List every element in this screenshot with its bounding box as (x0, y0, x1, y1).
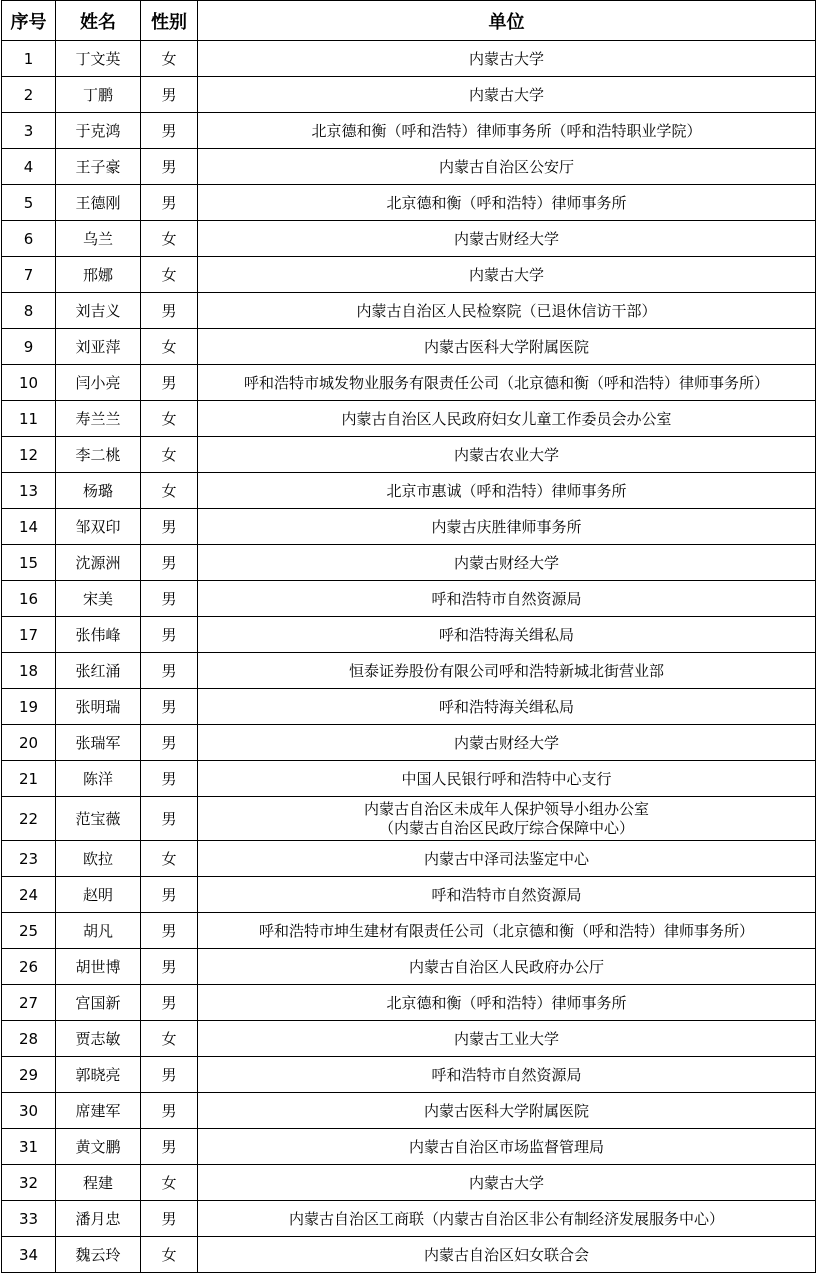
row-gender-cell: 男 (141, 653, 198, 689)
row-unit-cell: 内蒙古农业大学 (198, 437, 816, 473)
row-name-cell: 黄文鹏 (56, 1129, 141, 1165)
row-name-cell: 宋美 (56, 581, 141, 617)
row-index-cell: 26 (2, 949, 56, 985)
row-name-cell: 乌兰 (56, 221, 141, 257)
row-unit-cell: 呼和浩特海关缉私局 (198, 617, 816, 653)
row-index-cell: 18 (2, 653, 56, 689)
row-gender-cell: 女 (141, 841, 198, 877)
row-index-cell: 33 (2, 1201, 56, 1237)
row-gender-cell: 男 (141, 509, 198, 545)
row-name-cell: 欧拉 (56, 841, 141, 877)
row-name-cell: 赵明 (56, 877, 141, 913)
row-gender-cell: 男 (141, 1129, 198, 1165)
row-unit-cell: 呼和浩特市自然资源局 (198, 1057, 816, 1093)
row-gender-cell: 男 (141, 761, 198, 797)
row-index-cell: 28 (2, 1021, 56, 1057)
row-name-cell: 范宝薇 (56, 797, 141, 841)
row-unit-line: 内蒙古自治区未成年人保护领导小组办公室 (363, 799, 649, 818)
row-gender-cell: 女 (141, 1237, 198, 1273)
row-name-cell: 邢娜 (56, 257, 141, 293)
row-gender-cell: 女 (141, 41, 198, 77)
table-row (2, 913, 816, 949)
row-gender-cell: 男 (141, 185, 198, 221)
table-row (2, 689, 816, 725)
row-index-cell: 17 (2, 617, 56, 653)
row-index-cell: 2 (2, 77, 56, 113)
table-row (2, 185, 816, 221)
row-gender-cell: 男 (141, 1201, 198, 1237)
row-index-cell: 34 (2, 1237, 56, 1273)
table-row (2, 149, 816, 185)
table-row (2, 437, 816, 473)
row-name-cell: 程建 (56, 1165, 141, 1201)
row-unit-cell: 内蒙古财经大学 (198, 725, 816, 761)
table-row (2, 509, 816, 545)
row-unit-cell: 内蒙古大学 (198, 41, 816, 77)
row-unit-cell: 内蒙古自治区公安厅 (198, 149, 816, 185)
row-index-cell: 14 (2, 509, 56, 545)
row-index-cell: 5 (2, 185, 56, 221)
row-unit-cell: 内蒙古财经大学 (198, 221, 816, 257)
row-unit-cell: 中国人民银行呼和浩特中心支行 (198, 761, 816, 797)
table-row (2, 473, 816, 509)
row-name-cell: 沈源洲 (56, 545, 141, 581)
row-unit-cell: 内蒙古自治区工商联（内蒙古自治区非公有制经济发展服务中心） (198, 1201, 816, 1237)
row-name-cell: 刘亚萍 (56, 329, 141, 365)
table-row (2, 1093, 816, 1129)
table-row (2, 949, 816, 985)
row-gender-cell: 男 (141, 545, 198, 581)
row-gender-cell: 男 (141, 113, 198, 149)
row-name-cell: 丁文英 (56, 41, 141, 77)
row-index-cell: 4 (2, 149, 56, 185)
row-gender-cell: 男 (141, 77, 198, 113)
row-unit-cell: 内蒙古自治区人民政府妇女儿童工作委员会办公室 (198, 401, 816, 437)
row-index-cell: 16 (2, 581, 56, 617)
row-unit-cell: 北京德和衡（呼和浩特）律师事务所 (198, 985, 816, 1021)
row-index-cell: 30 (2, 1093, 56, 1129)
row-gender-cell: 女 (141, 401, 198, 437)
row-index-cell: 24 (2, 877, 56, 913)
row-name-cell: 于克鸿 (56, 113, 141, 149)
row-gender-cell: 男 (141, 949, 198, 985)
row-unit-cell: 呼和浩特市自然资源局 (198, 877, 816, 913)
table-row (2, 761, 816, 797)
row-index-cell: 27 (2, 985, 56, 1021)
row-gender-cell: 男 (141, 725, 198, 761)
row-index-cell: 22 (2, 797, 56, 841)
table-row (2, 1057, 816, 1093)
row-name-cell: 杨璐 (56, 473, 141, 509)
row-gender-cell: 男 (141, 1093, 198, 1129)
row-unit-cell: 内蒙古庆胜律师事务所 (198, 509, 816, 545)
header-row (2, 1, 816, 41)
row-index-cell: 6 (2, 221, 56, 257)
table-row (2, 581, 816, 617)
row-gender-cell: 男 (141, 689, 198, 725)
row-name-cell: 潘月忠 (56, 1201, 141, 1237)
row-gender-cell: 男 (141, 293, 198, 329)
row-gender-cell: 女 (141, 329, 198, 365)
row-name-cell: 郭晓亮 (56, 1057, 141, 1093)
row-unit-cell: 内蒙古中泽司法鉴定中心 (198, 841, 816, 877)
row-name-cell: 魏云玲 (56, 1237, 141, 1273)
row-unit-cell: 内蒙古财经大学 (198, 545, 816, 581)
table-row (2, 401, 816, 437)
row-unit-cell: 内蒙古自治区人民检察院（已退休信访干部） (198, 293, 816, 329)
row-gender-cell: 男 (141, 877, 198, 913)
table-row (2, 113, 816, 149)
row-index-cell: 13 (2, 473, 56, 509)
row-index-cell: 25 (2, 913, 56, 949)
table-row (2, 985, 816, 1021)
row-unit-cell: 北京市惠诚（呼和浩特）律师事务所 (198, 473, 816, 509)
row-unit-cell: 呼和浩特市坤生建材有限责任公司（北京德和衡（呼和浩特）律师事务所） (198, 913, 816, 949)
row-index-cell: 12 (2, 437, 56, 473)
row-index-cell: 29 (2, 1057, 56, 1093)
table-row (2, 877, 816, 913)
row-name-cell: 张瑞军 (56, 725, 141, 761)
row-gender-cell: 男 (141, 617, 198, 653)
row-gender-cell: 男 (141, 1057, 198, 1093)
table-row (2, 1165, 816, 1201)
header-name: 姓名 (56, 1, 141, 41)
row-index-cell: 9 (2, 329, 56, 365)
table-row (2, 329, 816, 365)
row-name-cell: 李二桃 (56, 437, 141, 473)
row-index-cell: 20 (2, 725, 56, 761)
row-name-cell: 丁鹏 (56, 77, 141, 113)
row-name-cell: 寿兰兰 (56, 401, 141, 437)
row-name-cell: 闫小亮 (56, 365, 141, 401)
header-index: 序号 (2, 1, 56, 41)
table-row (2, 653, 816, 689)
row-index-cell: 10 (2, 365, 56, 401)
row-name-cell: 邹双印 (56, 509, 141, 545)
row-index-cell: 8 (2, 293, 56, 329)
row-unit-cell: 内蒙古医科大学附属医院 (198, 329, 816, 365)
row-gender-cell: 女 (141, 1165, 198, 1201)
row-unit-cell: 呼和浩特市自然资源局 (198, 581, 816, 617)
row-unit-cell: 北京德和衡（呼和浩特）律师事务所 (198, 185, 816, 221)
table-row (2, 797, 816, 841)
row-gender-cell: 男 (141, 365, 198, 401)
table-row (2, 293, 816, 329)
row-unit-line: （内蒙古自治区民政厅综合保障中心） (378, 818, 634, 837)
row-gender-cell: 女 (141, 1021, 198, 1057)
row-unit-cell: 内蒙古自治区妇女联合会 (198, 1237, 816, 1273)
row-unit-cell: 内蒙古医科大学附属医院 (198, 1093, 816, 1129)
table-row (2, 617, 816, 653)
header-gender: 性别 (141, 1, 198, 41)
row-name-cell: 贾志敏 (56, 1021, 141, 1057)
row-index-cell: 32 (2, 1165, 56, 1201)
row-index-cell: 23 (2, 841, 56, 877)
table-row (2, 1237, 816, 1273)
table-row (2, 1129, 816, 1165)
row-index-cell: 1 (2, 41, 56, 77)
table-row (2, 77, 816, 113)
row-gender-cell: 男 (141, 985, 198, 1021)
row-name-cell: 张红涌 (56, 653, 141, 689)
row-name-cell: 刘吉义 (56, 293, 141, 329)
row-index-cell: 15 (2, 545, 56, 581)
table-row (2, 725, 816, 761)
table-body (2, 41, 816, 1273)
row-name-cell: 王子豪 (56, 149, 141, 185)
row-index-cell: 31 (2, 1129, 56, 1165)
row-name-cell: 张伟峰 (56, 617, 141, 653)
row-gender-cell: 女 (141, 221, 198, 257)
row-name-cell: 王德刚 (56, 185, 141, 221)
table-row (2, 1021, 816, 1057)
row-gender-cell: 女 (141, 437, 198, 473)
row-gender-cell: 女 (141, 257, 198, 293)
row-index-cell: 21 (2, 761, 56, 797)
row-unit-cell: 内蒙古自治区市场监督管理局 (198, 1129, 816, 1165)
row-unit-cell: 内蒙古大学 (198, 77, 816, 113)
header-unit: 单位 (198, 1, 816, 41)
row-unit-cell: 呼和浩特海关缉私局 (198, 689, 816, 725)
row-gender-cell: 男 (141, 581, 198, 617)
row-name-cell: 张明瑞 (56, 689, 141, 725)
row-unit-cell: 呼和浩特市城发物业服务有限责任公司（北京德和衡（呼和浩特）律师事务所） (198, 365, 816, 401)
table-row (2, 841, 816, 877)
table-row (2, 545, 816, 581)
row-unit-cell: 内蒙古大学 (198, 257, 816, 293)
row-gender-cell: 女 (141, 473, 198, 509)
row-index-cell: 11 (2, 401, 56, 437)
row-name-cell: 胡凡 (56, 913, 141, 949)
row-name-cell: 陈洋 (56, 761, 141, 797)
row-name-cell: 席建军 (56, 1093, 141, 1129)
row-gender-cell: 男 (141, 913, 198, 949)
row-unit-cell: 内蒙古大学 (198, 1165, 816, 1201)
table-row (2, 257, 816, 293)
table-row (2, 1201, 816, 1237)
row-index-cell: 3 (2, 113, 56, 149)
row-index-cell: 19 (2, 689, 56, 725)
row-unit-cell: 恒泰证券股份有限公司呼和浩特新城北街营业部 (198, 653, 816, 689)
row-unit-cell (198, 797, 816, 841)
row-gender-cell: 男 (141, 797, 198, 841)
row-name-cell: 宫国新 (56, 985, 141, 1021)
table-row (2, 41, 816, 77)
table-row (2, 221, 816, 257)
row-unit-cell: 北京德和衡（呼和浩特）律师事务所（呼和浩特职业学院） (198, 113, 816, 149)
row-gender-cell: 男 (141, 149, 198, 185)
row-index-cell: 7 (2, 257, 56, 293)
row-unit-cell: 内蒙古工业大学 (198, 1021, 816, 1057)
table-row (2, 365, 816, 401)
row-name-cell: 胡世博 (56, 949, 141, 985)
row-unit-cell: 内蒙古自治区人民政府办公厅 (198, 949, 816, 985)
roster-table (1, 0, 816, 1273)
